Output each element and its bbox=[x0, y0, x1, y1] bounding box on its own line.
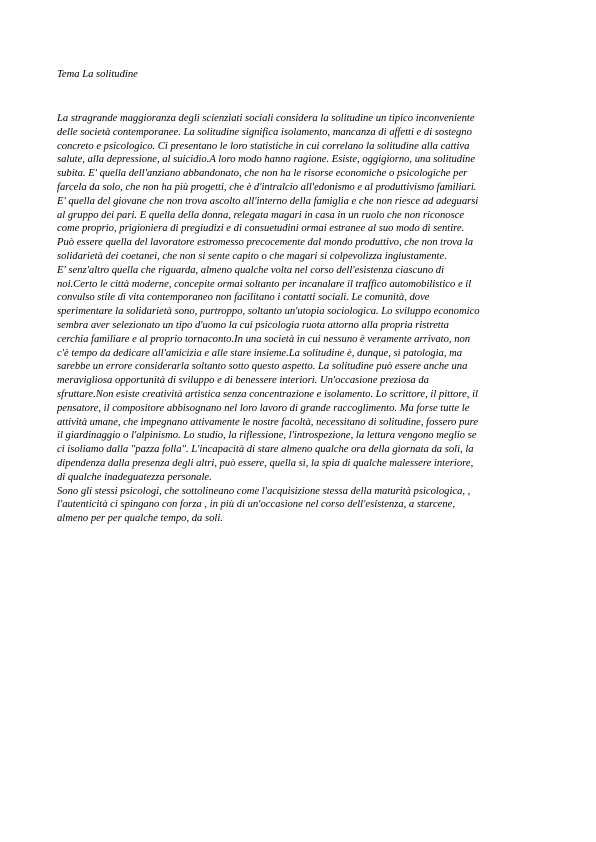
body-line: al gruppo dei pari. E quella della donna, relegata magari in casa in un ruolo che non riconosce bbox=[57, 209, 465, 221]
body-line: il giardinaggio o l'alpinismo. Lo studio, la riflessione, l'introspezione, la lettura vengono meglio se bbox=[57, 430, 477, 442]
body-line: E' quella del giovane che non trova ascolto all'interno della famiglia e che non riesce ad adeguarsi bbox=[57, 195, 479, 207]
body-line: convulso stile di vita contemporaneo non facilitano i contatti sociali. Le comunità, dove bbox=[57, 292, 430, 304]
body-line: sembra aver selezionato un tipo d'uomo la cui psicologia ruota attorno alla propria ristretta bbox=[57, 319, 449, 331]
body-line: solidarietà dei coetanei, che non si sente capito o che magari si colpevolizza ingiustamente. bbox=[57, 250, 447, 262]
body-line: sperimentare la solidarietà sono, purtroppo, soltanto un'utopia sociologica. Lo sviluppo economico bbox=[57, 306, 480, 318]
body-line: farcela da solo, che non ha più progetti, che è d'intralcio all'edonismo e al produttivismo familiari. bbox=[57, 181, 477, 193]
body-line: salute, alla depressione, al suicidio.A loro modo hanno ragione. Esiste, oggigiorno, una solitudine bbox=[57, 154, 476, 166]
body-line: di qualche inadeguatezza personale. bbox=[57, 471, 212, 483]
body-line: l'autenticità ci spingano con forza , in più di un'occasione nel corso dell'esistenza, a starcene, bbox=[57, 499, 456, 511]
body-line: pensatore, il compositore abbisognano nel loro lavoro di grande raccoglimento. Ma forse tutte le bbox=[57, 402, 470, 414]
body-line: Sono gli stessi psicologi, che sottolineano come l'acquisizione stessa della maturità psicologica, , bbox=[57, 485, 471, 497]
body-line: dipendenza dalla presenza degli altri, può essere, quella sì, la spia di qualche malessere interiore, bbox=[57, 457, 474, 469]
body-line: Può essere quella del lavoratore estromesso precocemente dal mondo produttivo, che non trova la bbox=[57, 237, 474, 249]
body-line: attività umane, che impegnano attivamente le nostre facoltà, necessitano di solitudine, fossero pure bbox=[57, 416, 479, 428]
body-line: meravigliosa opportunità di sviluppo e di benessere interiori. Un'occasione preziosa da bbox=[57, 375, 429, 387]
body-line: almeno per per qualche tempo, da soli. bbox=[57, 513, 223, 525]
body-line: sarebbe un errore considerarla soltanto sotto questo aspetto. La solitudine può essere anche una bbox=[57, 361, 468, 373]
body-line: E' senz'altro quella che riguarda, almeno qualche volta nel corso dell'esistenza ciascuno di bbox=[57, 264, 445, 276]
body-line: noi.Certo le città moderne, concepite ormai soltanto per incanalare il traffico automobilistico e il bbox=[57, 278, 472, 290]
document-title: Tema La solitudine bbox=[57, 69, 138, 80]
body-line: sfruttare.Non esiste creatività artistica senza concentrazione e isolamento. Lo scrittore, il pittore, il bbox=[57, 388, 478, 400]
body-line: concreto e psicologico. Ci presentano le loro statistiche in cui correlano la solitudine alla cattiva bbox=[57, 140, 470, 152]
body-line: ci isoliamo dalla "pazza folla". L'incapacità di stare almeno qualche ora della giornata da soli, la bbox=[57, 444, 474, 456]
body-line: La stragrande maggioranza degli scienziati sociali considera la solitudine un tipico inconveniente bbox=[57, 113, 475, 124]
body-line: come proprio, prigioniera di pregiudizi e di consuetudini ormai estranee al suo modo di sentire. bbox=[57, 223, 465, 235]
body-line: subita. E' quella dell'anziano abbandonato, che non ha le risorse economiche o psicologiche per bbox=[57, 168, 468, 180]
document-body bbox=[57, 112, 557, 526]
body-line: delle società contemporanee. La solitudine significa isolamento, mancanza di affetti e di sostegno bbox=[57, 126, 472, 138]
body-line: c'è tempo da dedicare all'amicizia e alle stare insieme.La solitudine è, dunque, sì patologia, ma bbox=[57, 347, 463, 359]
body-line: cerchia familiare e al proprio tornaconto.In una società in cui nessuno è veramente arrivato, non bbox=[57, 333, 471, 345]
